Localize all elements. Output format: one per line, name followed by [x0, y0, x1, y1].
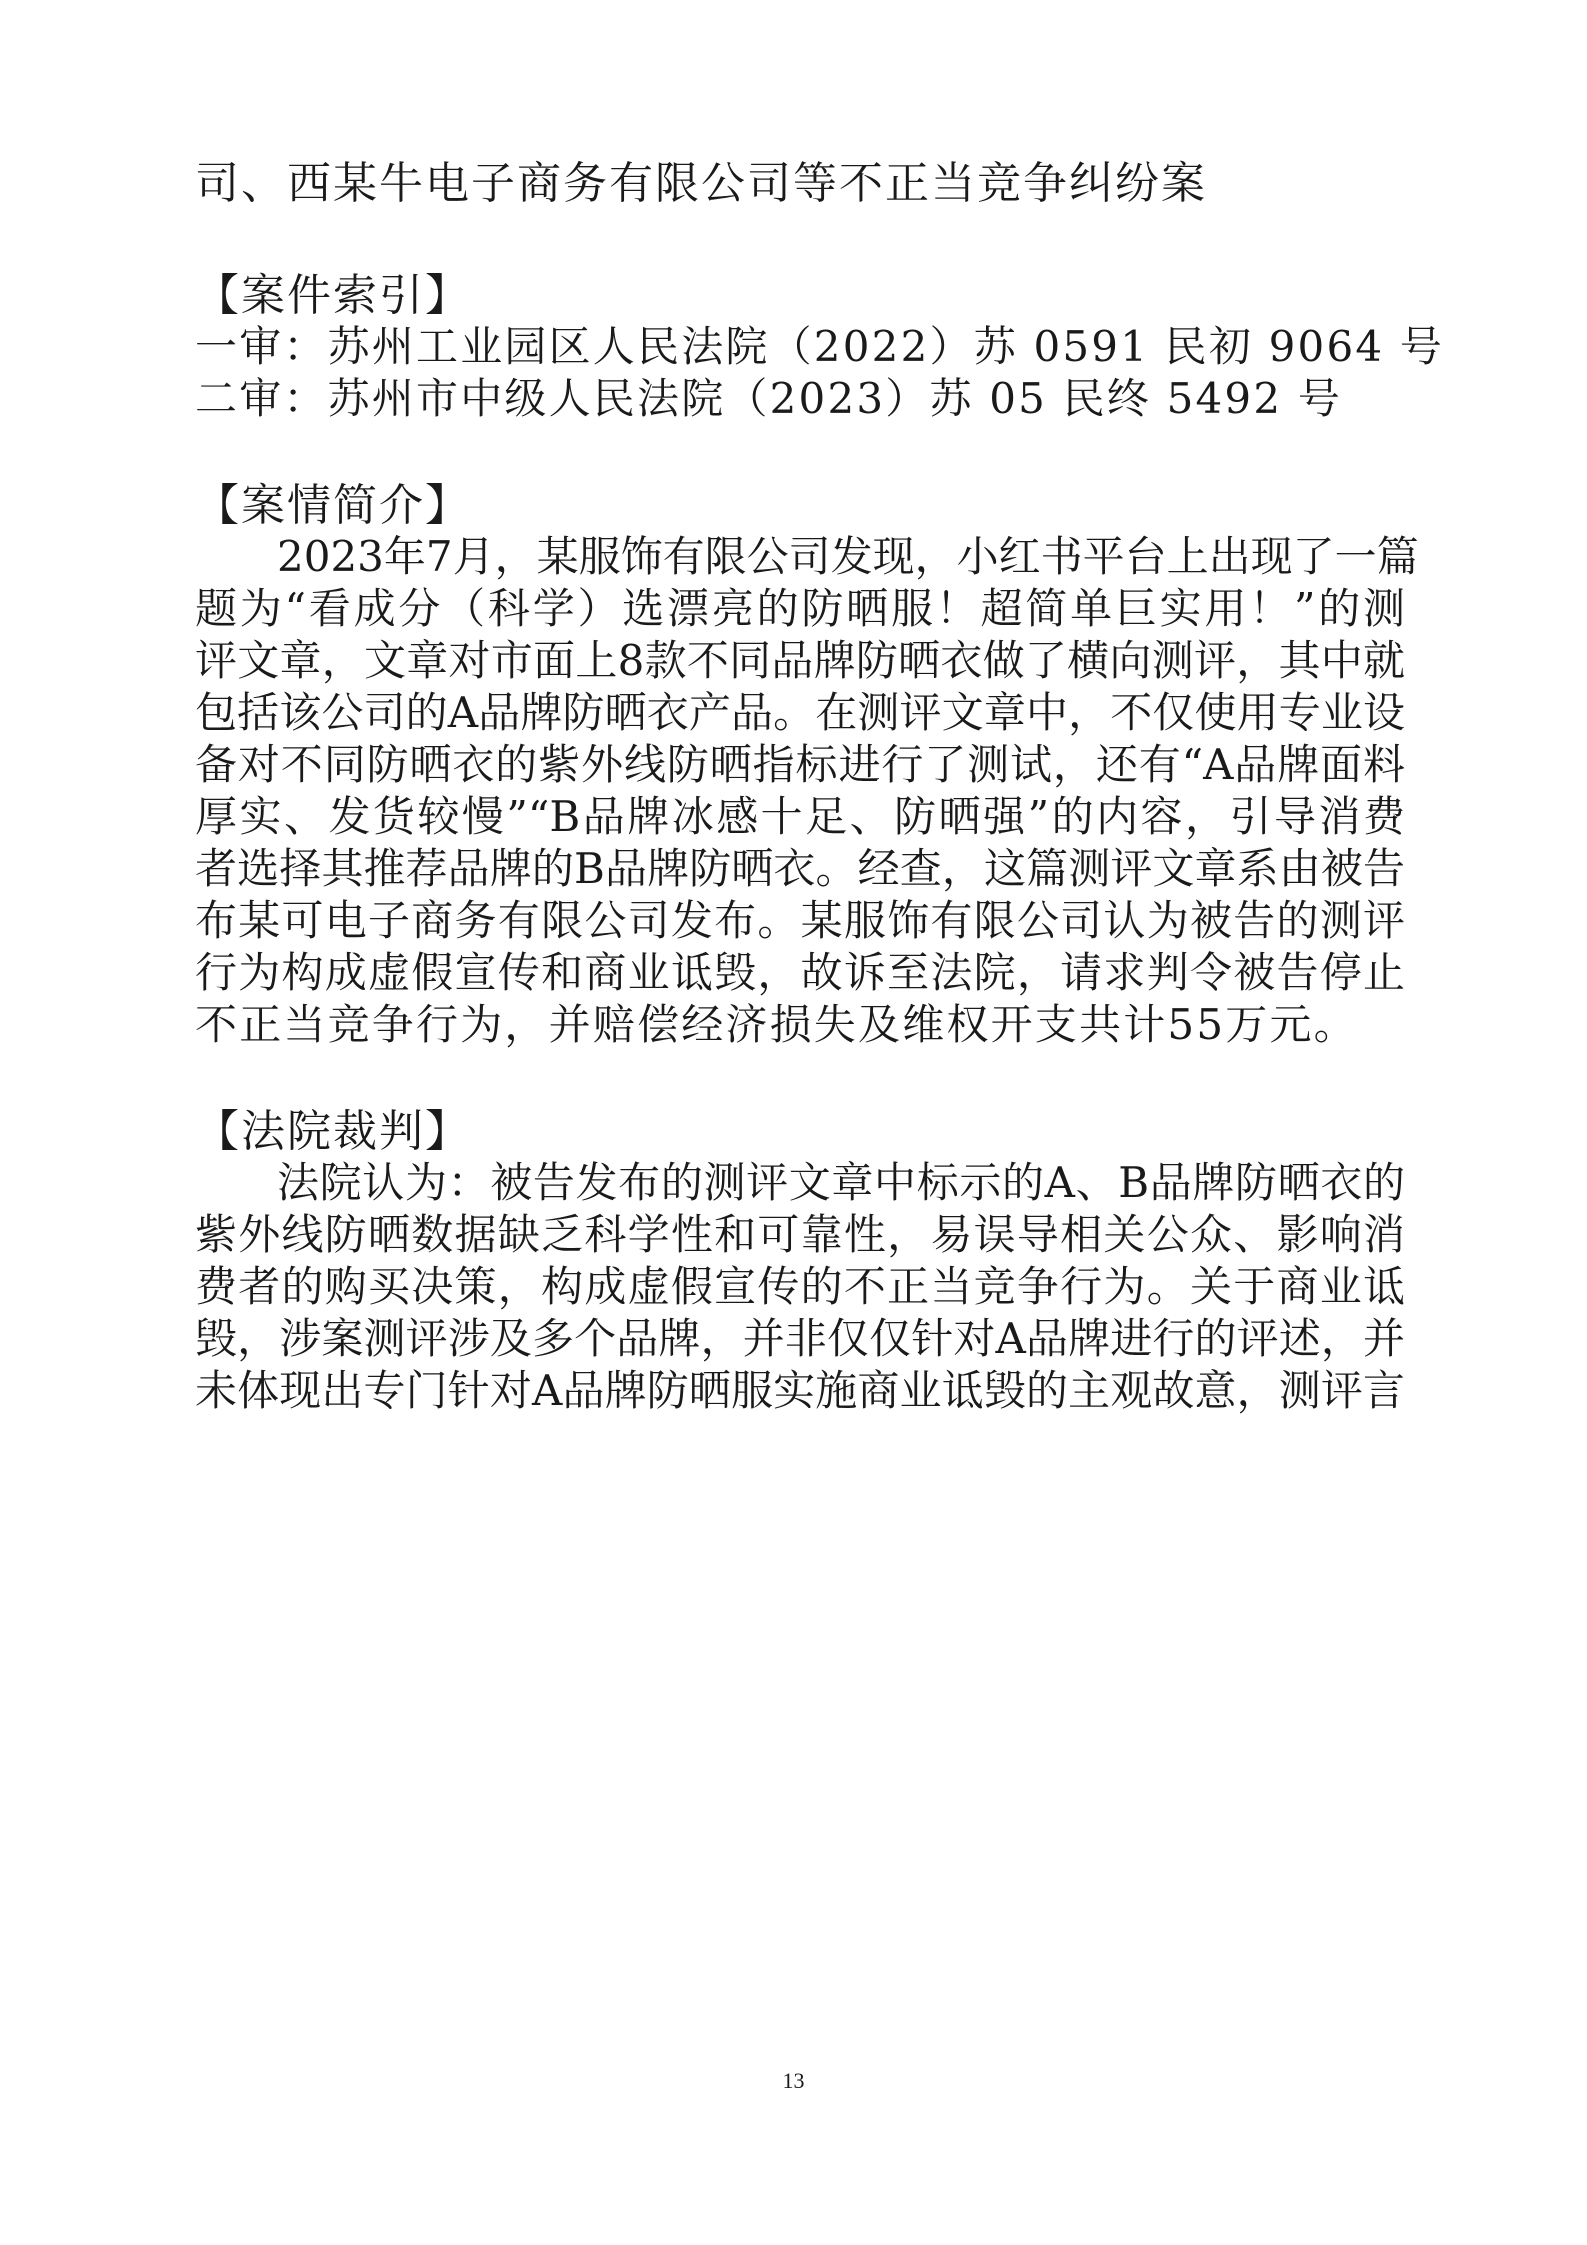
- case-summary-line: 评文章，文章对市面上8款不同品牌防晒衣做了横向测评，其中就: [195, 636, 1405, 685]
- case-summary-line: 布某可电子商务有限公司发布。某服饰有限公司认为被告的测评: [195, 896, 1405, 945]
- case-summary-heading: 【案情简介】: [195, 480, 471, 531]
- case-summary-line: 不正当竞争行为，并赔偿经济损失及维权开支共计55万元。: [195, 1000, 1358, 1049]
- court-ruling-line: 法院认为：被告发布的测评文章中标示的A、B品牌防晒衣的: [277, 1158, 1405, 1207]
- case-summary-line: 包括该公司的A品牌防晒衣产品。在测评文章中，不仅使用专业设: [195, 688, 1405, 737]
- case-summary-line: 者选择其推荐品牌的B品牌防晒衣。经查，这篇测评文章系由被告: [195, 844, 1405, 893]
- case-index-heading: 【案件索引】: [195, 270, 471, 321]
- court-ruling-heading: 【法院裁判】: [195, 1106, 471, 1157]
- second-instance-reference: 二审：苏州市中级人民法院（2023）苏 05 民终 5492 号: [195, 374, 1343, 423]
- court-ruling-line: 费者的购买决策，构成虚假宣传的不正当竞争行为。关于商业诋: [195, 1262, 1405, 1311]
- case-summary-line: 备对不同防晒衣的紫外线防晒指标进行了测试，还有“A品牌面料: [195, 740, 1405, 789]
- court-ruling-line: 紫外线防晒数据缺乏科学性和可靠性，易误导相关公众、影响消: [195, 1210, 1405, 1259]
- court-ruling-line: 毁，涉案测评涉及多个品牌，并非仅仅针对A品牌进行的评述，并: [195, 1314, 1405, 1363]
- case-summary-line: 行为构成虚假宣传和商业诋毁，故诉至法院，请求判令被告停止: [195, 948, 1405, 997]
- document-page: [195, 0, 1445, 2245]
- page-number: 13: [782, 2068, 805, 2093]
- case-title-continuation: 司、西某牛电子商务有限公司等不正当竞争纠纷案: [195, 158, 1207, 209]
- first-instance-reference: 一审：苏州工业园区人民法院（2022）苏 0591 民初 9064 号: [195, 322, 1445, 371]
- court-ruling-line: 未体现出专门针对A品牌防晒服实施商业诋毁的主观故意，测评言: [195, 1366, 1405, 1415]
- case-summary-line: 厚实、发货较慢”“B品牌冰感十足、防晒强”的内容，引导消费: [195, 792, 1405, 841]
- case-summary-line: 2023年7月，某服饰有限公司发现，小红书平台上出现了一篇: [277, 532, 1419, 581]
- case-summary-line: 题为“看成分（科学）选漂亮的防晒服！超简单巨实用！”的测: [195, 584, 1405, 633]
